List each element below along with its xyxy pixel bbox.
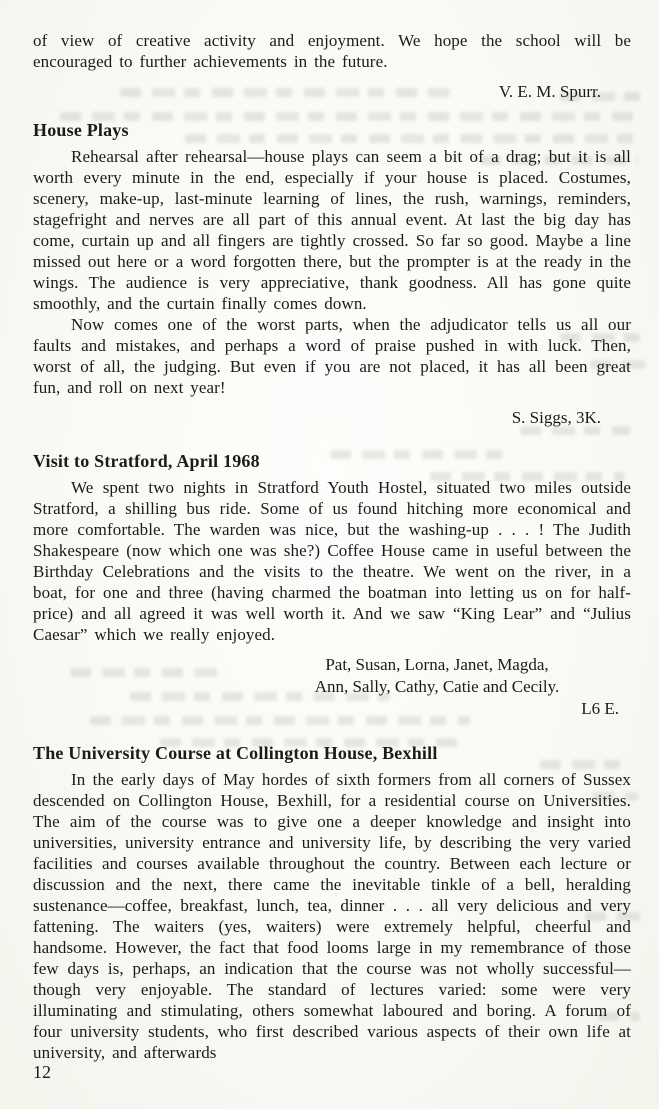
page-content [33,30,631,1063]
heading-university-course: The University Course at Collington House, Bexhill [33,743,438,763]
signature-names-line-1: Pat, Susan, Lorna, Janet, Magda, [325,655,549,674]
spacer [33,720,631,742]
house-plays-paragraph-1: Rehearsal after rehearsal—house plays can seem a bit of a drag; but it is all worth every minute in the end, especially if your house is placed. Costumes, scenery, make-up, last-minute learning of lines, the rush, warnings, reminders, stagefright and nerves are all part of this annual event. At last the big day has come, curtain up and all fingers are tightly crossed. So far so good. Maybe a line missed out here or a word forgotten there, but the prompter is at the ready in the wings. The audience is very appreciative, thank goodness. All has gone quite smoothly, and the curtain finally comes down. [33,147,631,313]
spacer [33,428,631,450]
signature-siggs: S. Siggs, 3K. [511,408,601,427]
heading-house-plays: House Plays [33,120,129,140]
stratford-paragraph: We spent two nights in Stratford Youth Hostel, situated two miles outside Stratford, a shilling bus ride. Some of us found hitching more economical and more comfortable. The warden was nice, but the washing-up . . . ! The Judith Shakespeare (now which one was she?) Coffee House came in useful between the Birthday Celebrations and the visits to the theatre. We went on the river, in a boat, for one and three (having charmed the boatman into letting us on for half-price) and all agreed it was well worth it. And we saw “King Lear” and “Julius Caesar” which we really enjoyed. [33,478,631,644]
signature-names-line-2: Ann, Sally, Cathy, Catie and Cecily. [314,677,560,696]
continuation-paragraph: of view of creative activity and enjoyment. We hope the school will be encouraged to further achievements in the future. [33,31,631,71]
university-course-paragraph: In the early days of May hordes of sixth formers from all corners of Sussex descended on Collington House, Bexhill, for a residential course on Universities. The aim of the course was to give one a deeper knowledge and insight into universities, university entrance and university life, by describing the very varied facilities and courses available throughout the country. Between each lecture or discussion and the next, there came the inevitable tinkle of a bell, heralding sustenance—coffee, breakfast, lunch, tea, dinner . . . all very delicious and very fattening. The waiters (yes, waiters) were extremely helpful, cheerful and handsome. However, the fact that food looms large in my remembrance of those few days is, perhaps, an indication that the course was not wholly successful—though very enjoyable. The standard of lectures varied: some were very illuminating and stimulating, others somewhat laboured and boring. A forum of four university students, who first described various aspects of their own life at university, and afterwards [33,770,631,1062]
page-number: 12 [33,1062,51,1082]
spacer [33,102,631,119]
signature-stratford-names [257,654,617,698]
house-plays-paragraph-2: Now comes one of the worst parts, when the adjudicator tells us all our faults and mistakes, and perhaps a word of praise pushed in with luck. Then, worst of all, the judging. But even if you are not placed, it has all been great fun, and roll on next year! [33,315,631,397]
signature-spurr: V. E. M. Spurr. [498,82,601,101]
heading-stratford: Visit to Stratford, April 1968 [33,451,260,471]
signature-form-class: L6 E. [581,699,619,718]
